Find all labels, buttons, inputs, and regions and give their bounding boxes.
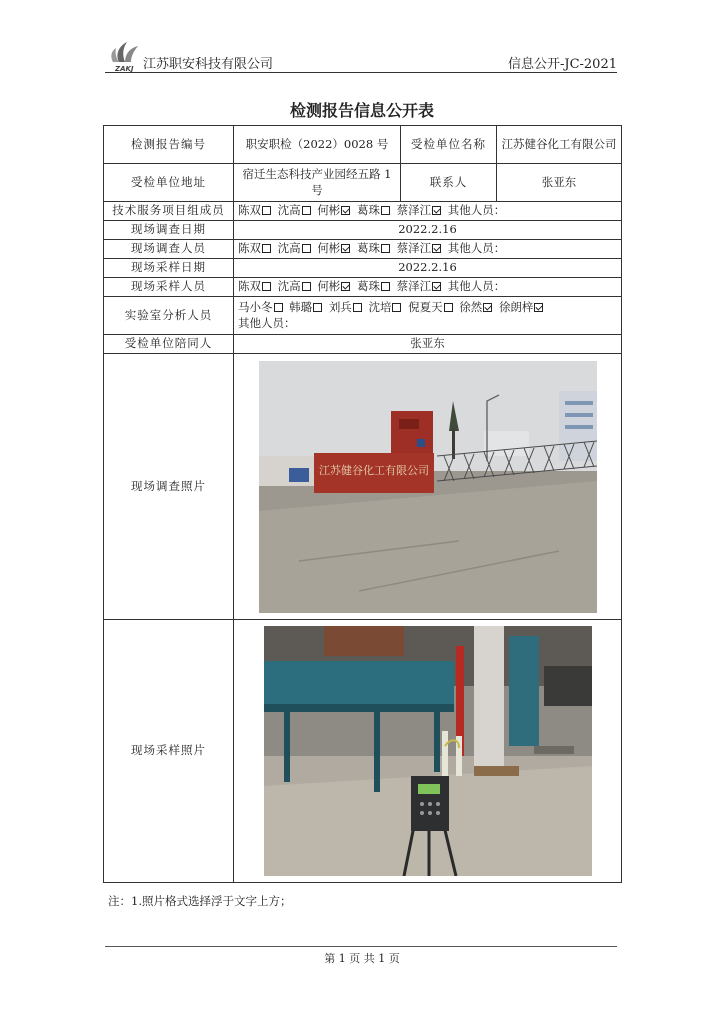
person-name: 沈高 [277,203,301,218]
checkbox[interactable] [381,244,390,253]
sample-photo-label: 现场采样照片 [104,620,234,883]
person-name: 沈高 [277,279,301,294]
person-name: 蔡泽江 [396,279,432,294]
person-name: 何彬 [317,279,341,294]
survey-photo-label: 现场调查照片 [104,354,234,620]
survey-photo [259,361,597,613]
checkbox[interactable] [444,303,453,312]
person-name: 蔡泽江 [396,203,432,218]
sample-staff-label: 现场采样人员 [104,278,234,297]
checkbox-checked[interactable] [432,282,441,291]
row-tech-team [104,202,622,221]
page-number: 第 1 页 共 1 页 [324,952,400,965]
others-label: 其他人员： [447,279,506,294]
tech-team-value [234,202,622,221]
footnote: 注：1.照片格式选择浮于文字上方； [108,894,292,908]
unit-name-value: 江苏健谷化工有限公司 [497,126,622,164]
lab-staff-label: 实验室分析人员 [104,297,234,335]
sample-photo-cell [234,620,622,883]
svg-text:ZAKJ: ZAKJ [115,65,134,72]
person-name: 陈双 [238,279,261,294]
row-report-no [104,126,622,164]
person-name: 陈双 [238,241,261,256]
unit-name-label: 受检单位名称 [401,126,497,164]
escort-label: 受检单位陪同人 [104,335,234,354]
row-sample-staff [104,278,622,297]
escort-value: 张亚东 [234,335,622,354]
survey-staff-value [234,240,622,259]
checkbox-checked[interactable] [341,206,350,215]
report-no-label: 检测报告编号 [104,126,234,164]
checkbox[interactable] [381,206,390,215]
sample-date-value: 2022.2.16 [234,259,622,278]
row-sample-photo [104,620,622,883]
checkbox[interactable] [302,282,311,291]
checkbox-checked[interactable] [534,303,543,312]
person-name: 马小冬 [238,299,273,314]
survey-date-label: 现场调查日期 [104,221,234,240]
checkbox[interactable] [381,282,390,291]
report-no-value: 职安职检（2022）0028 号 [234,126,401,164]
contact-label: 联系人 [401,164,497,202]
page-title: 检测报告信息公开表 [289,101,434,120]
sample-date-label: 现场采样日期 [104,259,234,278]
checkbox[interactable] [353,303,362,312]
row-address [104,164,622,202]
person-name: 葛珠 [356,279,380,294]
person-name: 韩璐 [289,299,313,314]
checkbox[interactable] [262,244,271,253]
person-name: 沈高 [277,241,301,256]
address-value: 宿迁生态科技产业园经五路 1 号 [234,164,401,202]
person-name: 葛珠 [356,241,380,256]
info-table [103,125,622,883]
checkbox[interactable] [392,303,401,312]
others-label: 其他人员： [238,315,296,330]
footer-divider [105,946,617,947]
others-label: 其他人员： [447,241,506,256]
person-name: 葛珠 [356,203,380,218]
page-header [105,36,617,72]
checkbox-checked[interactable] [341,244,350,253]
company-name: 江苏职安科技有限公司 [143,57,274,72]
document-number: 信息公开-JC-2021 [507,57,617,72]
survey-staff-label: 现场调查人员 [104,240,234,259]
company-sign-text: 江苏健谷化工有限公司 [318,463,429,477]
row-escort [104,335,622,354]
checkbox-checked[interactable] [432,244,441,253]
others-label: 其他人员： [447,203,506,218]
survey-photo-cell [234,354,622,620]
row-survey-photo [104,354,622,620]
person-name: 何彬 [317,203,341,218]
contact-value: 张亚东 [497,164,622,202]
checkbox[interactable] [262,282,271,291]
person-name: 徐朗梓 [498,299,534,314]
row-survey-staff [104,240,622,259]
survey-date-value: 2022.2.16 [234,221,622,240]
checkbox[interactable] [262,206,271,215]
lab-staff-value [234,297,622,335]
row-sample-date [104,259,622,278]
checkbox-checked[interactable] [341,282,350,291]
address-label: 受检单位地址 [104,164,234,202]
person-name: 刘兵 [328,299,352,314]
person-name: 陈双 [238,203,261,218]
tech-team-label: 技术服务项目组成员 [104,202,234,221]
person-name: 何彬 [317,241,341,256]
checkbox-checked[interactable] [483,303,492,312]
person-name: 倪夏天 [408,299,443,314]
checkbox[interactable] [274,303,283,312]
person-name: 徐然 [459,299,483,314]
sample-staff-value [234,278,622,297]
company-logo [105,36,145,72]
checkbox[interactable] [302,244,311,253]
sample-photo [264,626,592,876]
person-name: 沈培 [368,299,392,314]
checkbox[interactable] [302,206,311,215]
checkbox-checked[interactable] [432,206,441,215]
row-survey-date [104,221,622,240]
row-lab-staff [104,297,622,335]
header-divider [105,72,617,73]
checkbox[interactable] [313,303,322,312]
person-name: 蔡泽江 [396,241,432,256]
